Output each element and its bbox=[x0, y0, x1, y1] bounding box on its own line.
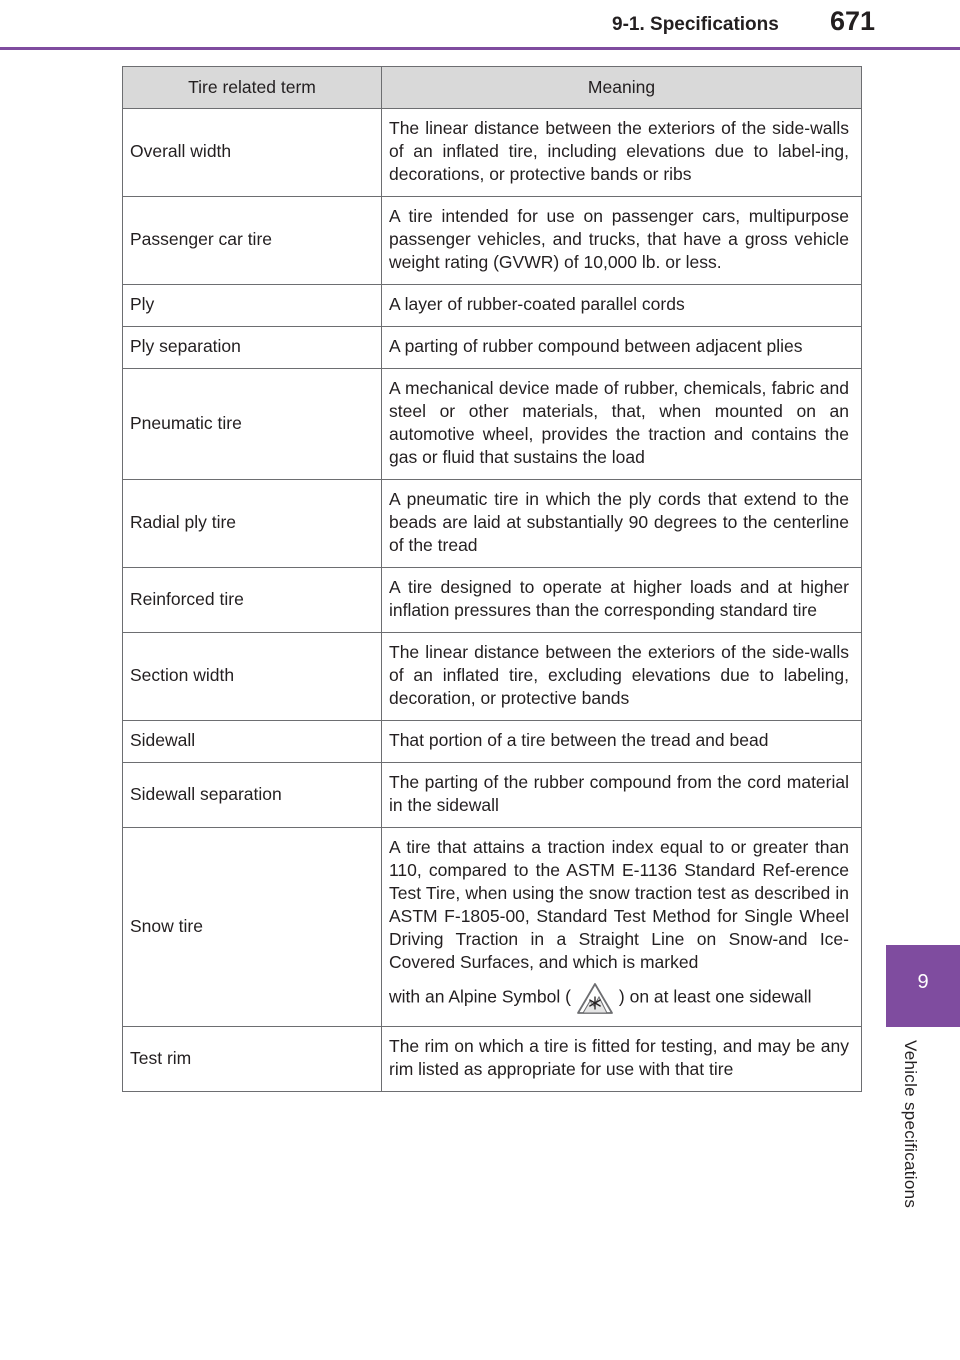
meaning-cell: The linear distance between the exteriors of the side-walls of an inflated tire, including elevations due to label-ing, decorations, or protective bands or ribs bbox=[382, 109, 862, 197]
meaning-cell: A tire intended for use on passenger cars, multipurpose passenger vehicles, and trucks, that have a gross vehicle weight rating (GVWR) of 10,000 lb. or less. bbox=[382, 197, 862, 285]
meaning-text: with an Alpine Symbol ( bbox=[389, 986, 571, 1007]
term-cell: Overall width bbox=[123, 109, 382, 197]
meaning-cell: The rim on which a tire is fitted for testing, and may be any rim listed as appropriate for use with that tire bbox=[382, 1027, 862, 1092]
table-row bbox=[123, 633, 862, 721]
table-row bbox=[123, 1027, 862, 1092]
tire-terms-table bbox=[122, 66, 862, 1092]
table-row bbox=[123, 369, 862, 480]
column-header-meaning: Meaning bbox=[382, 67, 862, 109]
term-cell: Ply bbox=[123, 285, 382, 327]
table-row bbox=[123, 828, 862, 1027]
table-row bbox=[123, 109, 862, 197]
meaning-cell: The parting of the rubber compound from the cord material in the sidewall bbox=[382, 763, 862, 828]
term-cell: Sidewall separation bbox=[123, 763, 382, 828]
meaning-cell: The linear distance between the exteriors of the side-walls of an inflated tire, excluding elevations due to labeling, decoration, or protective bands bbox=[382, 633, 862, 721]
chapter-tab[interactable] bbox=[886, 945, 960, 1027]
meaning-cell bbox=[382, 828, 862, 1027]
table-row bbox=[123, 327, 862, 369]
term-cell: Ply separation bbox=[123, 327, 382, 369]
meaning-text: A tire that attains a traction index equal to or greater than 110, compared to the ASTM E-1136 Standard Ref-erence Test Tire, when using the snow traction test as described in ASTM F-1805-00, Standard Test Method for Single Wheel Driving Traction in a Straight Line on Snow-and Ice-Covered Surfaces, and which is marked bbox=[389, 837, 849, 972]
meaning-cell: That portion of a tire between the tread and bead bbox=[382, 721, 862, 763]
term-cell: Test rim bbox=[123, 1027, 382, 1092]
section-title: 9-1. Specifications bbox=[612, 14, 779, 35]
table-header-row bbox=[123, 67, 862, 109]
table-row bbox=[123, 721, 862, 763]
chapter-label: Vehicle specifications bbox=[901, 1040, 920, 1209]
table-row bbox=[123, 568, 862, 633]
table-row bbox=[123, 763, 862, 828]
meaning-cell: A mechanical device made of rubber, chemicals, fabric and steel or other materials, that, when mounted on an automotive wheel, provides the traction and contains the gas or fluid that sustains the load bbox=[382, 369, 862, 480]
term-cell: Snow tire bbox=[123, 828, 382, 1027]
page-number: 671 bbox=[830, 6, 876, 36]
column-header-term: Tire related term bbox=[123, 67, 382, 109]
meaning-cell: A parting of rubber compound between adjacent plies bbox=[382, 327, 862, 369]
meaning-cell: A tire designed to operate at higher loads and at higher inflation pressures than the corresponding standard tire bbox=[382, 568, 862, 633]
term-cell: Section width bbox=[123, 633, 382, 721]
table-row bbox=[123, 285, 862, 327]
term-cell: Sidewall bbox=[123, 721, 382, 763]
meaning-text: ) on at least one sidewall bbox=[618, 986, 812, 1007]
term-cell: Passenger car tire bbox=[123, 197, 382, 285]
chapter-number: 9 bbox=[917, 971, 929, 993]
header-divider bbox=[0, 47, 960, 50]
term-cell: Reinforced tire bbox=[123, 568, 382, 633]
meaning-cell: A pneumatic tire in which the ply cords that extend to the beads are laid at substantially 90 degrees to the centerline of the tread bbox=[382, 480, 862, 568]
term-cell: Pneumatic tire bbox=[123, 369, 382, 480]
table-row bbox=[123, 197, 862, 285]
table-row bbox=[123, 480, 862, 568]
meaning-cell: A layer of rubber-coated parallel cords bbox=[382, 285, 862, 327]
mountain-snowflake-icon bbox=[575, 980, 615, 1016]
term-cell: Radial ply tire bbox=[123, 480, 382, 568]
